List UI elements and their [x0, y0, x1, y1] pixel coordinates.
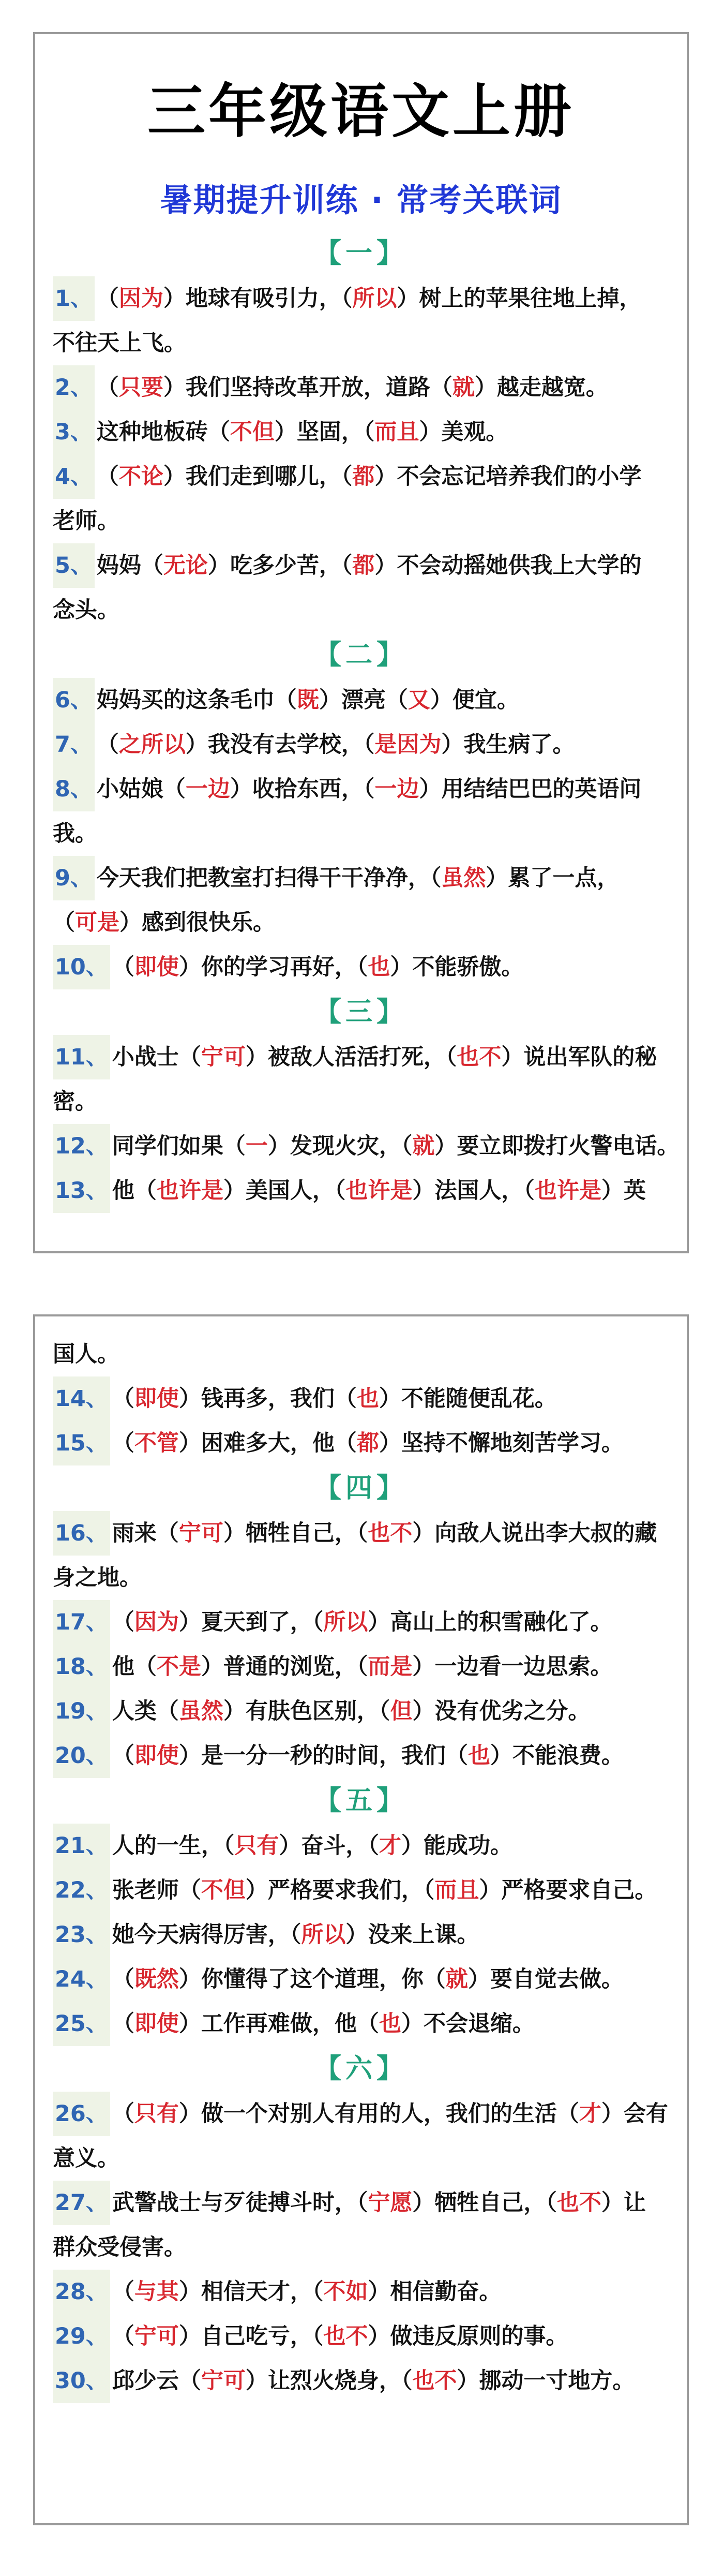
conjunction-keyword: 都	[356, 1430, 379, 1456]
exercise-line-continuation	[53, 900, 669, 945]
sentence-text: ）相信天才，（	[178, 2279, 324, 2305]
exercise-line-continuation	[53, 499, 669, 543]
question-number: 6、	[53, 678, 95, 722]
sentence-text: ）不能随便乱花。	[379, 1386, 557, 1412]
sentence-text: ）让烈火烧身，（	[245, 2368, 413, 2394]
section-heading: 【六】	[314, 2053, 408, 2084]
sentence-text: ）漂亮（	[319, 687, 408, 713]
question-number: 17、	[53, 1600, 110, 1645]
conjunction-keyword: 也	[379, 2011, 401, 2037]
conjunction-keyword: 也不	[556, 2190, 601, 2216]
sentence-text: ）牺牲自己，（	[223, 1520, 368, 1546]
sentence-text: （	[96, 286, 119, 312]
question-number: 24、	[53, 1957, 110, 2002]
sentence-text: ）我们走到哪儿，（	[163, 464, 353, 490]
exercise-line	[53, 945, 669, 989]
conjunction-keyword: 但	[390, 1698, 413, 1724]
exercise-line-continuation	[53, 1556, 669, 1600]
sentence-text: （	[112, 2323, 134, 2349]
exercise-line-continuation	[53, 1332, 669, 1376]
sentence-text: 雨来（	[112, 1520, 179, 1546]
sentence-text: 人的一生，（	[112, 1833, 235, 1859]
sentence-text: ）地球有吸引力，（	[163, 286, 353, 312]
sentence-text: 不往天上飞。	[53, 330, 186, 356]
sentence-text: （	[112, 954, 134, 980]
conjunction-keyword: 都	[352, 464, 375, 490]
conjunction-keyword: 不如	[323, 2279, 368, 2305]
exercise-line	[53, 2092, 669, 2136]
exercise-line	[53, 2270, 669, 2314]
section-heading: 【四】	[314, 1473, 408, 1504]
sentence-text: 武警战士与歹徒搏斗时，（	[112, 2190, 368, 2216]
conjunction-keyword: 也许是	[534, 1178, 601, 1204]
conjunction-keyword: 就	[445, 1966, 468, 1992]
conjunction-keyword: 不但	[201, 1877, 246, 1903]
conjunction-keyword: 而是	[368, 1654, 413, 1680]
sentence-text: 人类（	[112, 1698, 179, 1724]
conjunction-keyword: 也	[467, 1743, 490, 1769]
sentence-text: ）树上的苹果往地上掉，	[397, 286, 642, 312]
sentence-text: 我。	[53, 821, 97, 847]
sentence-text: ）困难多大，他（	[178, 1430, 357, 1456]
question-number: 30、	[53, 2359, 110, 2403]
sentence-text: 密。	[53, 1089, 97, 1115]
exercise-line	[53, 365, 669, 410]
sentence-text: ）便宜。	[430, 687, 519, 713]
sentence-text: ）英	[601, 1178, 646, 1204]
conjunction-keyword: 可是	[75, 910, 119, 936]
question-number: 22、	[53, 1868, 110, 1913]
exercise-line	[53, 276, 669, 321]
conjunction-keyword: 之所以	[118, 732, 186, 758]
sentence-text: 这种地板砖（	[96, 419, 230, 445]
sentence-text: 他（	[112, 1178, 157, 1204]
sentence-text: ）相信勤奋。	[368, 2279, 502, 2305]
conjunction-keyword: 都	[352, 553, 375, 579]
sentence-text: ）我没有去学校，（	[185, 732, 375, 758]
sentence-text: ）你懂得了这个道理，你（	[178, 1966, 446, 1992]
conjunction-keyword: 宁可	[201, 1044, 246, 1070]
sentence-text: 小战士（	[112, 1044, 201, 1070]
conjunction-keyword: 虽然	[178, 1698, 223, 1724]
conjunction-keyword: 只要	[118, 375, 163, 401]
exercise-line	[53, 1957, 669, 2002]
exercise-line	[53, 1421, 669, 1465]
question-number: 21、	[53, 1824, 110, 1868]
sentence-text: 他（	[112, 1654, 157, 1680]
sentence-text: ）会有	[601, 2101, 668, 2127]
exercise-line	[53, 454, 669, 499]
conjunction-keyword: 才	[579, 2101, 601, 2127]
question-number: 28、	[53, 2270, 110, 2314]
conjunction-keyword: 不但	[230, 419, 275, 445]
question-number: 7、	[53, 722, 95, 767]
sentence-text: ）越走越宽。	[474, 375, 608, 401]
exercise-line-continuation	[53, 811, 669, 856]
sentence-text: ）一边看一边思索。	[412, 1654, 613, 1680]
sentence-text: ）挪动一寸地方。	[457, 2368, 635, 2394]
question-number: 18、	[53, 1645, 110, 1689]
conjunction-keyword: 也许是	[345, 1178, 413, 1204]
conjunction-keyword: 是因为	[374, 732, 442, 758]
conjunction-keyword: 宁愿	[368, 2190, 413, 2216]
sentence-text: 妈妈（	[96, 553, 163, 579]
conjunction-keyword: 不管	[134, 1430, 179, 1456]
conjunction-keyword: 所以	[352, 286, 397, 312]
exercise-line	[53, 1600, 669, 1645]
sentence-text: ）感到很快乐。	[119, 910, 275, 936]
sentence-text: ）不能浪费。	[490, 1743, 624, 1769]
sentence-text: 邱少云（	[112, 2368, 201, 2394]
sentence-text: ）不会动摇她供我上大学的	[374, 553, 642, 579]
question-number: 14、	[53, 1376, 110, 1421]
question-number: 10、	[53, 945, 110, 989]
sentence-text: ）你的学习再好，（	[178, 954, 368, 980]
sentence-text: （	[112, 1430, 134, 1456]
conjunction-keyword: 一边	[374, 776, 419, 802]
page-subtitle: 暑期提升训练 · 常考关联词	[160, 181, 562, 219]
question-number: 5、	[53, 543, 95, 588]
exercise-line	[53, 1035, 669, 1079]
exercise-line-continuation	[53, 321, 669, 365]
sentence-text: ）我们坚持改革开放，道路（	[163, 375, 452, 401]
conjunction-keyword: 因为	[118, 286, 163, 312]
sentence-text: ）不会忘记培养我们的小学	[374, 464, 642, 490]
exercise-line	[53, 2314, 669, 2359]
sentence-text: 念头。	[53, 597, 119, 623]
conjunction-keyword: 一	[245, 1133, 268, 1159]
question-number: 26、	[53, 2092, 110, 2136]
conjunction-keyword: 也不	[412, 2368, 457, 2394]
conjunction-keyword: 又	[408, 687, 430, 713]
question-number: 23、	[53, 1913, 110, 1957]
question-number: 25、	[53, 2002, 110, 2046]
sentence-text: ）牺牲自己，（	[412, 2190, 557, 2216]
sentence-text: ）美国人，（	[223, 1178, 346, 1204]
sentence-text: （	[112, 1966, 134, 1992]
question-number: 19、	[53, 1689, 110, 1734]
exercise-line	[53, 856, 669, 900]
sentence-text: ）让	[601, 2190, 646, 2216]
sentence-text: （	[112, 1386, 134, 1412]
exercise-line-continuation	[53, 2136, 669, 2181]
conjunction-keyword: 即使	[134, 2011, 179, 2037]
sentence-text: ）累了一点，	[486, 865, 620, 891]
question-number: 16、	[53, 1511, 110, 1556]
worksheet-page-2	[33, 1314, 689, 2525]
sentence-text: ）能成功。	[401, 1833, 512, 1859]
conjunction-keyword: 与其	[134, 2279, 179, 2305]
conjunction-keyword: 所以	[301, 1922, 346, 1948]
exercise-line	[53, 1511, 669, 1556]
sentence-text: ）坚持不懈地刻苦学习。	[379, 1430, 624, 1456]
conjunction-keyword: 既	[296, 687, 319, 713]
conjunction-keyword: 而且	[374, 419, 419, 445]
conjunction-keyword: 也	[356, 1386, 379, 1412]
sentence-text: ）做违反原则的事。	[368, 2323, 568, 2349]
exercise-line	[53, 1124, 680, 1168]
sentence-text: ）做一个对别人有用的人，我们的生活（	[178, 2101, 579, 2127]
conjunction-keyword: 就	[452, 375, 475, 401]
sentence-text: ）发现火灾，（	[267, 1133, 413, 1159]
sentence-text: ）没来上课。	[345, 1922, 479, 1948]
question-number: 3、	[53, 410, 95, 454]
conjunction-keyword: 只有	[134, 2101, 179, 2127]
sentence-text: ）用结结巴巴的英语问	[419, 776, 642, 802]
exercise-line	[53, 1168, 669, 1213]
sentence-text: ）不能骄傲。	[390, 954, 524, 980]
sentence-text: 身之地。	[53, 1565, 142, 1591]
sentence-text: 同学们如果（	[112, 1133, 246, 1159]
sentence-text: 意义。	[53, 2145, 119, 2171]
sentence-text: （	[112, 2011, 134, 2037]
conjunction-keyword: 不是	[156, 1654, 201, 1680]
exercise-line	[53, 1645, 669, 1689]
exercise-line	[53, 722, 669, 767]
conjunction-keyword: 宁可	[201, 2368, 246, 2394]
sentence-text: 国人。	[53, 1341, 119, 1367]
conjunction-keyword: 即使	[134, 954, 179, 980]
question-number: 13、	[53, 1168, 110, 1213]
section-heading: 【三】	[314, 997, 408, 1028]
sentence-text: 妈妈买的这条毛巾（	[96, 687, 297, 713]
conjunction-keyword: 既然	[134, 1966, 179, 1992]
sentence-text: （	[112, 2101, 134, 2127]
sentence-text: ）要自觉去做。	[467, 1966, 624, 1992]
worksheet-page-1	[33, 32, 689, 1253]
sentence-text: ）收拾东西，（	[230, 776, 375, 802]
sentence-text: ）被敌人活活打死，（	[245, 1044, 457, 1070]
sentence-text: ）夏天到了，（	[178, 1609, 324, 1635]
sentence-text: ）工作再难做，他（	[178, 2011, 379, 2037]
conjunction-keyword: 一边	[185, 776, 230, 802]
sentence-text: 老师。	[53, 508, 119, 534]
conjunction-keyword: 也许是	[156, 1178, 223, 1204]
conjunction-keyword: 就	[412, 1133, 435, 1159]
exercise-line	[53, 1913, 669, 1957]
sentence-text: ）我生病了。	[441, 732, 575, 758]
sentence-text: ）坚固，（	[274, 419, 375, 445]
question-number: 1、	[53, 276, 95, 321]
sentence-text: 群众受侵害。	[53, 2234, 186, 2260]
exercise-line	[53, 1824, 669, 1868]
sentence-text: ）说出军队的秘	[501, 1044, 657, 1070]
conjunction-keyword: 无论	[163, 553, 208, 579]
exercise-line-continuation	[53, 1079, 669, 1124]
exercise-line	[53, 2359, 669, 2403]
section-heading: 【一】	[314, 238, 408, 269]
question-number: 2、	[53, 365, 95, 410]
conjunction-keyword: 不论	[118, 464, 163, 490]
sentence-text: （	[112, 1609, 134, 1635]
exercise-line	[53, 1689, 669, 1734]
sentence-text: （	[112, 1743, 134, 1769]
sentence-text: ）严格要求自己。	[479, 1877, 657, 1903]
sentence-text: （	[96, 375, 119, 401]
question-number: 29、	[53, 2314, 110, 2359]
exercise-line-continuation	[53, 588, 669, 632]
conjunction-keyword: 只有	[234, 1833, 279, 1859]
exercise-line-continuation	[53, 2225, 669, 2270]
sentence-text: ）要立即拨打火警电话。	[434, 1133, 680, 1159]
conjunction-keyword: 才	[379, 1833, 401, 1859]
sentence-text: （	[96, 464, 119, 490]
conjunction-keyword: 即使	[134, 1743, 179, 1769]
page-title: 三年级语文上册	[147, 78, 575, 145]
page-2-content	[35, 1332, 687, 2403]
sentence-text: ）向敌人说出李大叔的藏	[412, 1520, 657, 1546]
sentence-text: ）没有优劣之分。	[412, 1698, 591, 1724]
question-number: 20、	[53, 1734, 110, 1778]
sentence-text: ）高山上的积雪融化了。	[368, 1609, 613, 1635]
exercise-line	[53, 1376, 669, 1421]
sentence-text: ）不会退缩。	[401, 2011, 535, 2037]
question-number: 8、	[53, 767, 95, 811]
question-number: 4、	[53, 454, 95, 499]
sentence-text: 今天我们把教室打扫得干干净净，（	[96, 865, 442, 891]
conjunction-keyword: 也	[368, 954, 390, 980]
sentence-text: ）严格要求我们，（	[245, 1877, 435, 1903]
conjunction-keyword: 虽然	[441, 865, 486, 891]
exercise-line	[53, 2002, 669, 2046]
question-number: 27、	[53, 2181, 110, 2225]
sentence-text: ）钱再多，我们（	[178, 1386, 357, 1412]
section-heading: 【五】	[314, 1785, 408, 1816]
sentence-text: 小姑娘（	[96, 776, 186, 802]
sentence-text: （	[112, 2279, 134, 2305]
exercise-line	[53, 678, 669, 722]
conjunction-keyword: 而且	[434, 1877, 479, 1903]
exercise-line	[53, 1734, 669, 1778]
sentence-text: ）吃多少苦，（	[207, 553, 353, 579]
question-number: 9、	[53, 856, 95, 900]
exercise-line	[53, 767, 669, 811]
sentence-text: ）自己吃亏，（	[178, 2323, 324, 2349]
exercise-line	[53, 1868, 669, 1913]
sentence-text: 她今天病得厉害，（	[112, 1922, 301, 1948]
section-heading: 【二】	[314, 640, 408, 671]
question-number: 12、	[53, 1124, 110, 1168]
conjunction-keyword: 宁可	[134, 2323, 179, 2349]
conjunction-keyword: 即使	[134, 1386, 179, 1412]
exercise-line	[53, 410, 669, 454]
sentence-text: ）奋斗，（	[279, 1833, 379, 1859]
sentence-text: ）有肤色区别，（	[223, 1698, 390, 1724]
sentence-text: （	[96, 732, 119, 758]
conjunction-keyword: 所以	[323, 1609, 368, 1635]
sentence-text: （	[53, 910, 75, 936]
sentence-text: ）是一分一秒的时间，我们（	[178, 1743, 468, 1769]
exercise-line	[53, 2181, 669, 2225]
conjunction-keyword: 也不	[457, 1044, 502, 1070]
sentence-text: ）美观。	[419, 419, 508, 445]
exercise-line	[53, 543, 669, 588]
sentence-text: 张老师（	[112, 1877, 201, 1903]
conjunction-keyword: 也不	[368, 1520, 413, 1546]
page-1-content	[35, 231, 687, 1213]
conjunction-keyword: 宁可	[178, 1520, 223, 1546]
sentence-text: ）法国人，（	[412, 1178, 535, 1204]
sentence-text: ）普通的浏览，（	[201, 1654, 368, 1680]
conjunction-keyword: 也不	[323, 2323, 368, 2349]
question-number: 11、	[53, 1035, 110, 1079]
conjunction-keyword: 因为	[134, 1609, 179, 1635]
question-number: 15、	[53, 1421, 110, 1465]
